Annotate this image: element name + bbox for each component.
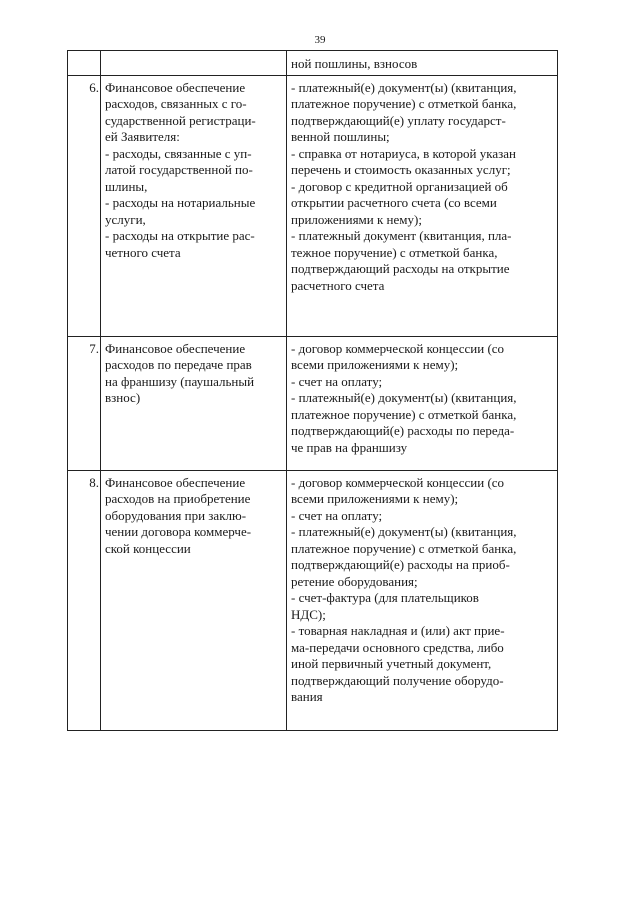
- expense-description-cell: [101, 75, 287, 336]
- row-number-cell: [68, 75, 101, 336]
- row-number: 6.: [89, 79, 99, 95]
- documents-text: - договор коммерческой концессии (со всеми приложениями к нему); - счет на оплату; - платежный(е) документ(ы) (квитанция, платежное поручение) с отметкой банка, подтверждающий(е) расходы на приоб- ретение оборудования; - счет-фактура (для плательщиков НДС); - товарная накладная и (или) акт прие- ма-передачи основного средства, либо иной первичный учетный документ, подтверждающий получение оборудо- вания: [291, 474, 517, 704]
- documents-cell: [287, 336, 558, 470]
- row-number: [99, 59, 100, 63]
- page-number: 39: [314, 34, 326, 46]
- row-number: 8.: [89, 474, 99, 490]
- documents-text: - платежный(е) документ(ы) (квитанция, платежное поручение) с отметкой банка, подтверждающий(е) уплату государст- венной пошлины; - справка от нотариуса, в которой указан перечень и стоимость оказанных услуг; - договор с кредитной организацией об открытии расчетного счета (со всеми приложениями к нему); - платежный документ (квитанция, пла- тежное поручение) с отметкой банка, подтверждающий расходы на открытие расчетного счета: [291, 79, 517, 293]
- documents-text: - договор коммерческой концессии (со всеми приложениями к нему); - счет на оплату; - платежный(е) документ(ы) (квитанция, платежное поручение) с отметкой банка, подтверждающий(е) расходы по переда- че прав на франшизу: [291, 340, 517, 455]
- row-number: 7.: [89, 340, 99, 356]
- expense-description-cell: [101, 336, 287, 470]
- documents-cell: [287, 75, 558, 336]
- expense-description: Финансовое обеспечение расходов на приобретение оборудования при заклю- чении договора коммерче- ской концессии: [105, 474, 252, 556]
- table-row: [68, 336, 558, 470]
- expense-description-cell: [101, 51, 287, 76]
- table-row: [68, 470, 558, 730]
- row-number-cell: [68, 51, 101, 76]
- documents-text: ной пошлины, взносов: [291, 56, 418, 71]
- row-number-cell: [68, 336, 101, 470]
- documents-cell: [287, 51, 558, 76]
- expense-description: [101, 51, 286, 58]
- table-row: [68, 75, 558, 336]
- requirements-table: [67, 50, 558, 731]
- expense-description: Финансовое обеспечение расходов, связанных с го- сударственной регистраци- ей Заявителя: - расходы, связанные с уп- латой государственной по- шлины, - расходы на нотариальные услуги, - расходы на открытие рас- четного счета: [105, 79, 256, 260]
- row-number-cell: [68, 470, 101, 730]
- table-row: [68, 51, 558, 76]
- expense-description-cell: [101, 470, 287, 730]
- documents-cell: [287, 470, 558, 730]
- expense-description: Финансовое обеспечение расходов по передаче прав на франшизу (паушальный взнос): [105, 340, 255, 405]
